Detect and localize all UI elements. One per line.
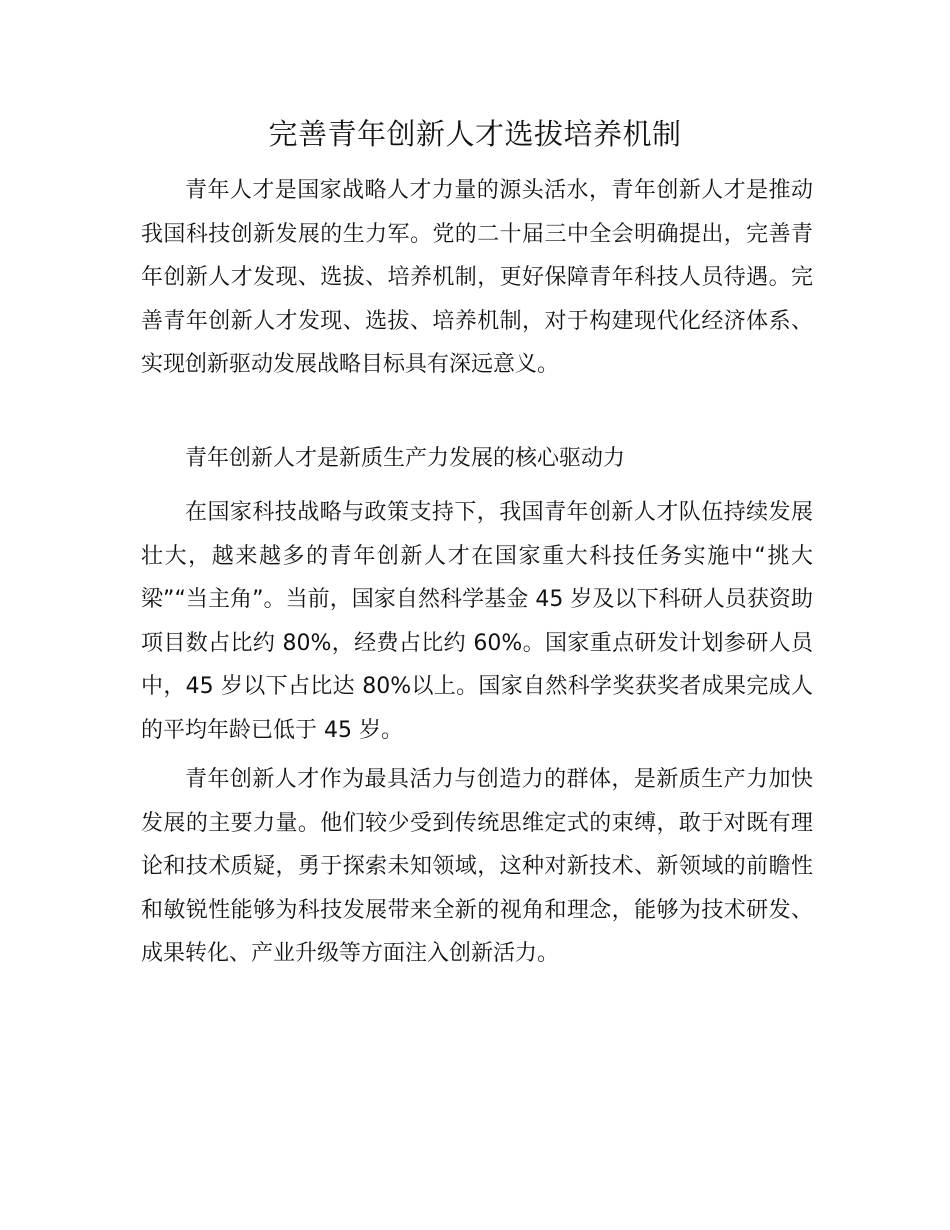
paragraph-vitality: 青年创新人才作为最具活力与创造力的群体，是新质生产力加快发展的主要力量。他们较少受到传统思维定式的束缚，敢于对既有理论和技术质疑，勇于探索未知领域，这种对新技术、新领域的前瞻性和敏锐性能够为科技发展带来全新的视角和理念，能够为技术研发、成果转化、产业升级等方面注入创新活力。 bbox=[141, 767, 813, 966]
document-title: 完善青年创新人才选拔培养机制 bbox=[268, 117, 682, 151]
paragraph-intro: 青年人才是国家战略人才力量的源头活水，青年创新人才是推动我国科技创新发展的生力军。党的二十届三中全会明确提出，完善青年创新人才发现、选拔、培养机制，更好保障青年科技人员待遇。完善青年创新人才发现、选拔、培养机制，对于构建现代化经济体系、实现创新驱动发展战略目标具有深远意义。 bbox=[141, 178, 813, 377]
paragraph-statistics: 在国家科技战略与政策支持下，我国青年创新人才队伍持续发展壮大，越来越多的青年创新人才在国家重大科技任务实施中“挑大梁”“当主角”。当前，国家自然科学基金 45 岁及以下科研人员获资助项目数占比约 80%，经费占比约 60%。国家重点研发计划参研人员中，45 岁以下占比达 80%以上。国家自然科学奖获奖者成果完成人的平均年龄已低于 45 岁。 bbox=[141, 500, 813, 743]
section-heading: 青年创新人才是新质生产力发展的核心驱动力 bbox=[185, 446, 626, 471]
